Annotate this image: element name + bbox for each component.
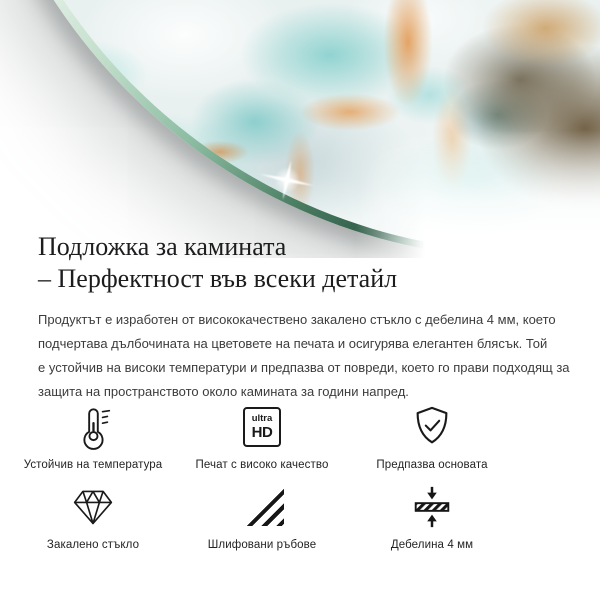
shield-check-icon — [409, 404, 455, 450]
product-description — [38, 308, 570, 404]
feature-polished-edges — [167, 484, 357, 551]
feature-label: Закалено стъкло — [46, 539, 140, 551]
feature-tempered-glass — [0, 484, 188, 551]
diamond-icon — [70, 484, 116, 530]
feature-print-quality — [167, 404, 357, 471]
description-line: подчертава дълбочината на цветовете на печата и осигурява елегантен блясък. Той — [38, 336, 548, 351]
page-title-line2: – Перфектност във всеки детайл — [38, 264, 398, 293]
description-line: е устойчив на високи температури и предпазва от повреди, което го прави подходящ за — [38, 360, 570, 375]
feature-label: Предпазва основата — [376, 459, 488, 471]
ultra-hd-text-bottom: HD — [251, 423, 273, 441]
page-title-line1: Подложка за камината — [38, 232, 287, 261]
feature-label: Печат с високо качество — [195, 459, 329, 471]
image-fade-overlay — [355, 0, 600, 258]
ultra-hd-text-top: ultra — [251, 413, 273, 425]
feature-label: Устойчив на температура — [23, 459, 163, 471]
description-line: Продуктът е изработен от висококачествено закалено стъкло с дебелина 4 мм, което — [38, 312, 556, 327]
feature-label: Шлифовани ръбове — [207, 539, 317, 551]
product-image — [0, 0, 600, 258]
page-title — [38, 231, 397, 295]
feature-protects-base — [337, 404, 527, 471]
thickness-icon — [409, 484, 455, 530]
thermometer-icon — [70, 404, 116, 450]
polished-edges-icon — [240, 484, 284, 530]
ultra-hd-icon — [243, 404, 281, 450]
sparkle-icon — [257, 150, 317, 210]
feature-thickness — [337, 484, 527, 551]
feature-temperature — [0, 404, 188, 471]
feature-label: Дебелина 4 мм — [390, 539, 474, 551]
description-line: защита на пространството около камината за години напред. — [38, 384, 409, 399]
